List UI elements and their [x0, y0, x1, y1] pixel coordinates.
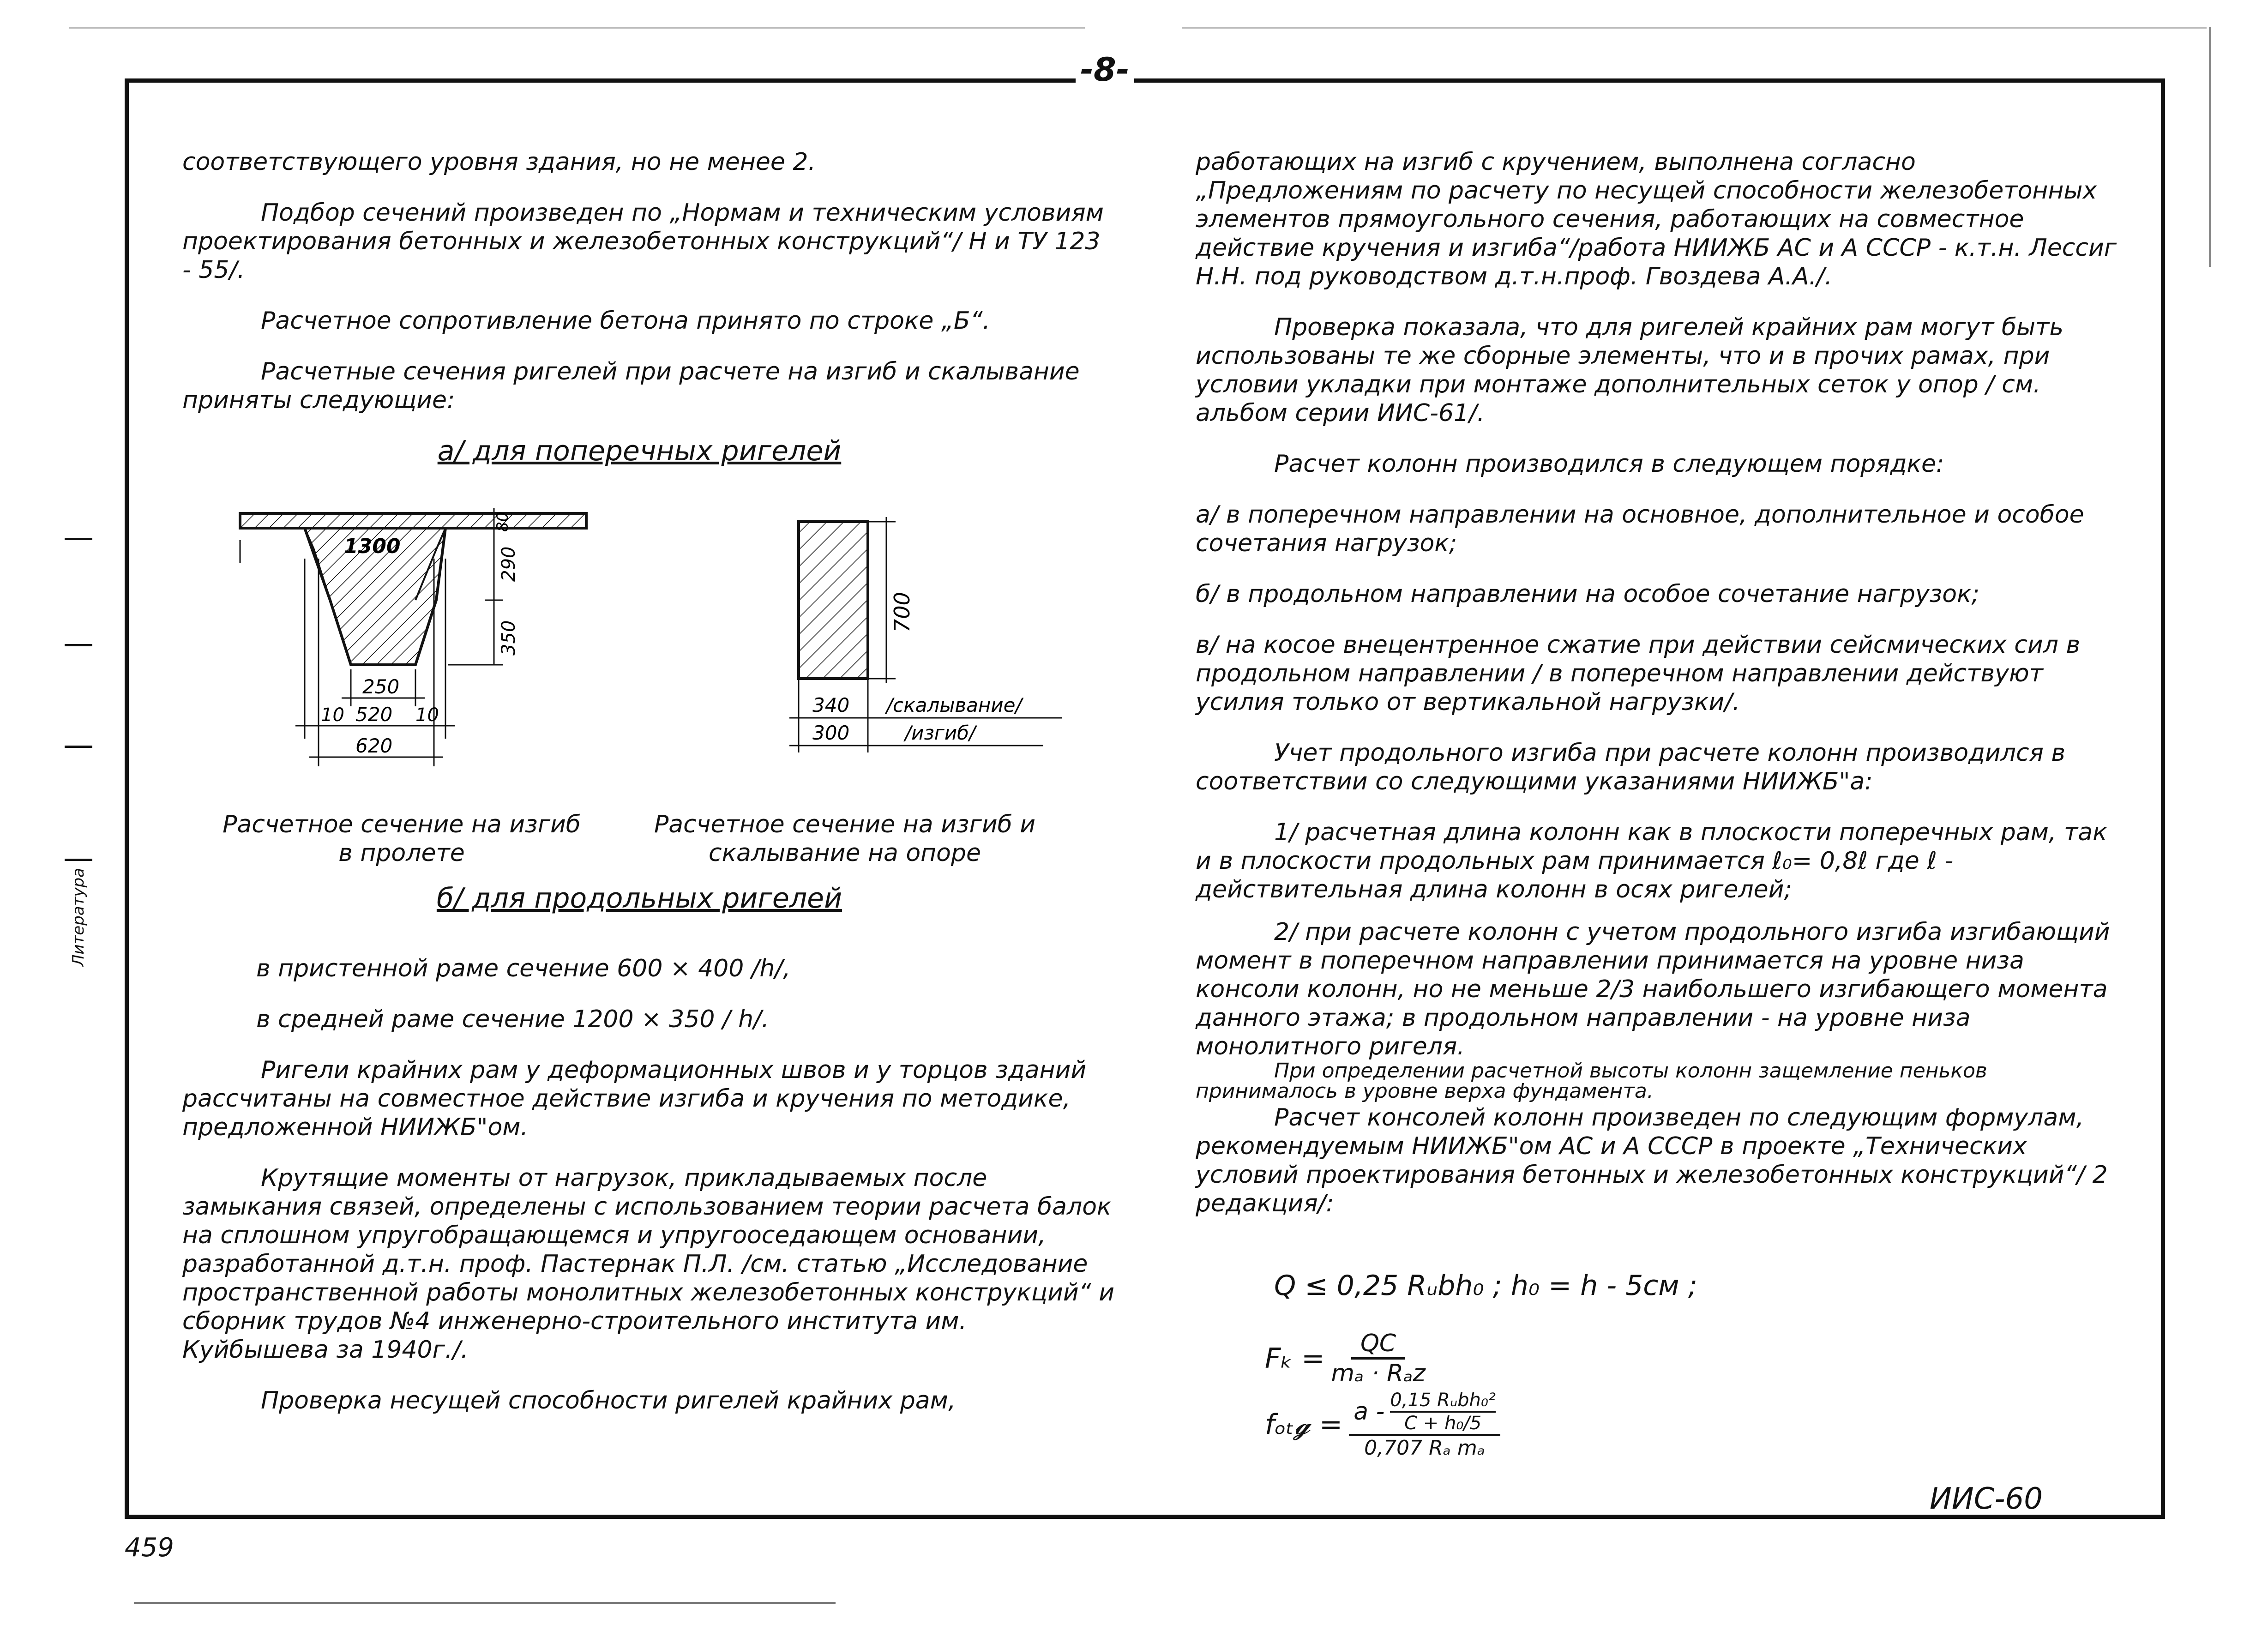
heading-b: б/ для продольных ригелей [436, 882, 842, 915]
dim-80: 80 [493, 512, 512, 532]
top-scan-line-right [1182, 27, 2207, 29]
dim-350: 350 [498, 620, 519, 656]
left-paragraph: в пристенной раме сечение 600 × 400 /h/, [256, 955, 791, 982]
tee-section-figure [226, 499, 614, 785]
dim-620: 620 [355, 734, 393, 757]
margin-tick [65, 746, 92, 748]
formula-fk-den: mₐ · Rₐz [1331, 1360, 1426, 1387]
left-paragraph: Подбор сечений произведен по „Нормам и техническим условиям проектирования бетонных и железобетонных конструкций“/ Н и ТУ 123 - 55/. [182, 199, 1104, 284]
right-item-c: в/ на косое внецентренное сжатие при действии сейсмических сил в продольном направлении / в поперечном направлении действуют усилия только от вертикальной нагрузки/. [1196, 631, 2081, 716]
left-paragraph: в средней раме сечение 1200 × 350 / h/. [256, 1005, 770, 1033]
dim-250: 250 [362, 675, 400, 698]
formula-fk [1265, 1330, 1426, 1387]
dim-340: 340 [812, 694, 850, 716]
dim-290: 290 [498, 546, 519, 582]
left-column [182, 148, 1115, 493]
left-column-lower [182, 884, 1115, 1437]
right-paragraph: 1/ расчетная длина колонн как в плоскости поперечных рам, так и в плоскости продольных рам принимается ℓ₀= 0,8ℓ где ℓ - действительная длина колонн в осях ригелей; [1196, 819, 2107, 903]
left-paragraph: Расчетные сечения ригелей при расчете на изгиб и скалывание приняты следующие: [182, 358, 1080, 414]
heading-a: а/ для поперечных ригелей [437, 435, 842, 467]
series-code: ИИС-60 [1930, 1482, 2043, 1516]
caption-bending-span: Расчетное сечение на изгиб в пролете [223, 811, 581, 867]
top-scan-line [69, 27, 1085, 29]
side-stamp: Литература [69, 868, 88, 967]
dim-1300: 1300 [344, 535, 401, 558]
sheet-number: 459 [125, 1533, 174, 1563]
dim-520: 520 [355, 703, 393, 726]
right-paragraph: Расчет колонн производился в следующем порядке: [1274, 450, 1944, 478]
formula-q: Q ≤ 0,25 Rᵤbh₀ ; h₀ = h - 5см ; [1274, 1270, 1697, 1302]
formula-fotg-den: 0,707 Rₐ mₐ [1364, 1436, 1485, 1460]
margin-tick [65, 538, 92, 540]
right-paragraph: 2/ при расчете колонн с учетом продольного изгиба изгибающий момент в поперечном направлении принимается на уровне низа консоли колонн, но не меньше 2/3 наибольшего изгибающего момента данного этажа; в продольном направлении - на уровне низа монолитного ригеля. [1196, 918, 2110, 1060]
left-paragraph: соответствующего уровня здания, но не менее 2. [182, 148, 816, 176]
right-column [1196, 148, 2128, 1240]
left-paragraph: Ригели крайних рам у деформационных швов и у торцов зданий рассчитаны на совместное действие изгиба и кручения по методике, предложенной НИИЖБ"ом. [182, 1056, 1087, 1141]
margin-tick [65, 859, 92, 861]
formula-fotg-inner-den: C + h₀/5 [1404, 1413, 1482, 1434]
dim-300: 300 [812, 722, 850, 744]
margin-tick [65, 644, 92, 646]
formula-fk-num: QC [1351, 1330, 1405, 1360]
right-item-a: а/ в поперечном направлении на основное, дополнительное и особое сочетания нагрузок; [1196, 501, 2084, 557]
right-item-b: б/ в продольном направлении на особое сочетание нагрузок; [1196, 580, 1980, 608]
formula-fotg-lhs: fₒₜ𝓰 = [1265, 1408, 1343, 1441]
formula-fk-lhs: Fₖ = [1265, 1342, 1325, 1375]
caption-bending-support: Расчетное сечение на изгиб и скалывание на опоре [654, 811, 1036, 867]
left-paragraph: Крутящие моменты от нагрузок, прикладываемых после замыкания связей, определены с использованием теории расчета балок на сплошном упругобращающемся и упругооседающем основании, разработанной д.т.н. проф. Пастернак П.Л. /см. статью „Исследование пространственной работы монолитных железобетонных конструкций“ и сборник трудов №4 инженерно-строительного института им. Куйбышева за 1940г./. [182, 1164, 1114, 1364]
formula-fotg-num-a: a - [1354, 1398, 1385, 1426]
right-paragraph: Учет продольного изгиба при расчете колонн производился в соответствии со следующими указаниями НИИЖБ"а: [1196, 739, 2066, 795]
label-shear: /скалывание/ [886, 694, 1022, 716]
right-scan-line [2209, 27, 2211, 267]
page-number: -8- [1076, 51, 1134, 89]
dim-10-right: 10 [415, 704, 439, 726]
right-paragraph: Проверка показала, что для ригелей крайних рам могут быть использованы те же сборные элементы, что и в прочих рамах, при условии укладки при монтаже дополнительных сеток у опор / см. альбом серии ИИС-61/. [1196, 313, 2063, 427]
bottom-scan-line [134, 1602, 836, 1604]
formula-fotg [1265, 1390, 1500, 1460]
formula-fotg-inner-num: 0,15 Rᵤbh₀² [1390, 1390, 1496, 1413]
right-paragraph: Расчет консолей колонн произведен по следующим формулам, рекомендуемым НИИЖБ"ом АС и А СССР в проекте „Технических условий проектирования бетонных и железобетонных конструкций“/ 2 редакция/: [1196, 1104, 2108, 1217]
label-bending: /изгиб/ [905, 722, 976, 744]
right-paragraph: работающих на изгиб с кручением, выполнена согласно „Предложениям по расчету по несущей способности железобетонных элементов прямоугольного сечения, работающих на совместное действие кручения и изгиба“/работа НИИЖБ АС и А СССР - к.т.н. Лессиг Н.Н. под руководством д.т.н.проф. Гвоздева А.А./. [1196, 148, 2117, 290]
left-paragraph: Проверка несущей способности ригелей крайних рам, [261, 1387, 956, 1414]
dim-700: 700 [890, 592, 914, 632]
dim-10-left: 10 [321, 704, 344, 726]
left-paragraph: Расчетное сопротивление бетона принято по строке „Б“. [261, 307, 990, 335]
rect-section-figure [785, 512, 1089, 752]
right-note: При определении расчетной высоты колонн защемление пеньков принималось в уровне верха фундамента. [1196, 1059, 1987, 1103]
